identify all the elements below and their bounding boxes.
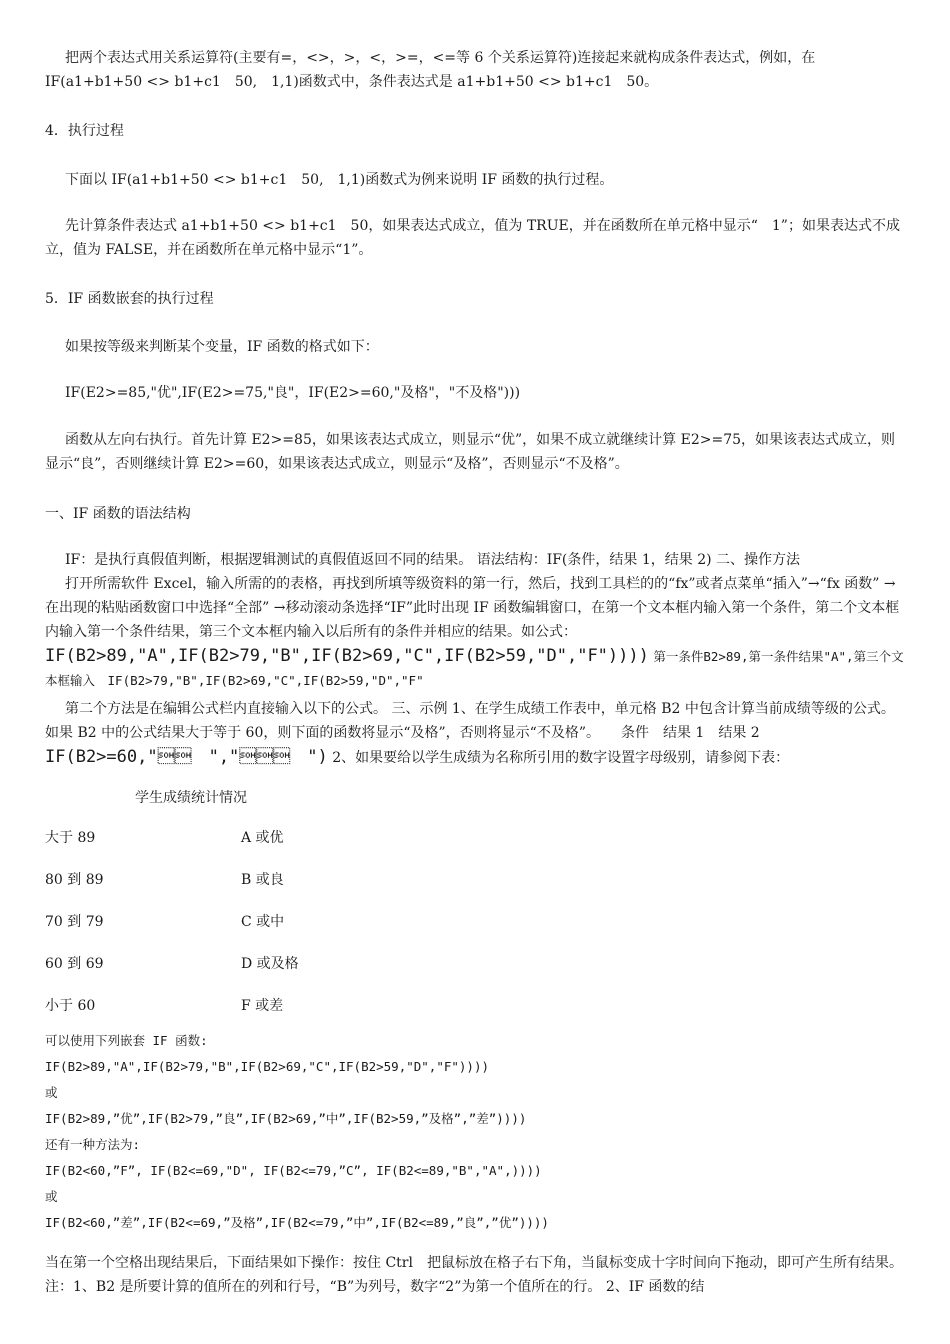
code-line: 还有一种方法为:: [45, 1137, 141, 1152]
grade-range: 大于 89: [45, 830, 96, 846]
nested-if-formula: IF(E2>=85,"优",IF(E2>=75,"良"，IF(E2>=60,"及格"，"不及格"))): [65, 385, 521, 401]
letter-grade-intro: 2、如果要给以学生成绩为名称所引用的数字设置字母级别，请参阅下表：: [332, 750, 790, 766]
grade-range: 70 到 79: [45, 914, 104, 930]
grade-letter: F 或差: [241, 998, 284, 1014]
grade-range: 60 到 69: [45, 956, 104, 972]
method-two-text: 第二个方法是在编辑公式栏内直接输入以下的公式。 三、示例 1、在学生成绩工作表中，单元格 B2 中包含计算当前成绩等级的公式。如果 B2 中的公式结果大于等于 60，则下面的函数将显示“及格”，否则将显示“不及格”。 条件 结果 1 结果 2: [45, 701, 895, 741]
section-heading-execution: 4．执行过程: [45, 123, 124, 139]
operation-text: 打开所需软件 Excel，输入所需的的表格，再找到所填等级资料的第一行，然后，找到工具栏的的“fx”或者点菜单“插入”→“fx 函数” →在出现的粘贴函数窗口中选择“全部” →移动滚动条选择“IF”此时出现 IF 函数编辑窗口，在第一个文本框内输入第一个条件，第二个文本框内输入第一个条件结果，第三个文本框内输入以后所有的条件并相应的结果。如公式：: [45, 576, 900, 640]
first-condition-note: 第一条件B2>89,第一条件结果"A",第三个文本框输入: [45, 649, 904, 688]
code-line: IF(B2>89,"A",IF(B2>79,"B",IF(B2>69,"C",IF(B2>59,"D","F")))): [45, 1059, 490, 1074]
code-line: 可以使用下列嵌套 IF 函数:: [45, 1033, 208, 1048]
method-two-paragraph: [45, 697, 907, 770]
code-line: IF(B2<60,”F”, IF(B2<=69,"D", IF(B2<=79,”C”, IF(B2<=89,"B","A",)))): [45, 1163, 542, 1178]
section-heading-syntax: 一、IF 函数的语法结构: [45, 506, 191, 522]
code-line: 或: [45, 1189, 58, 1204]
grade-table-title: 学生成绩统计情况: [135, 790, 247, 806]
grade-range: 80 到 89: [45, 872, 104, 888]
grade-letter: B 或良: [241, 872, 284, 888]
syntax-paragraph: IF：是执行真假值判断，根据逻辑测试的真假值返回不同的结果。 语法结构：IF(条件，结果 1，结果 2) 二、操作方法: [65, 552, 801, 568]
operation-paragraph: [45, 572, 907, 693]
example-paragraph: 下面以 IF(a1+b1+50 <> b1+c1 50, 1,1)函数式为例来说明 IF 函数的执行过程。: [65, 172, 614, 188]
grade-range: 小于 60: [45, 998, 96, 1014]
intro-paragraph: 把两个表达式用关系运算符(主要有=，<>，>，<，>=，<=等 6 个关系运算符)连接起来就构成条件表达式，例如，在 IF(a1+b1+50 <> b1+c1 50, 1,1)函数式中，条件表达式是 a1+b1+50 <> b1+c1 50。: [45, 50, 816, 90]
grade-letter: A 或优: [241, 830, 284, 846]
code-line: IF(B2<60,”差”,IF(B2<=69,”及格”,IF(B2<=79,”中”,IF(B2<=89,”良”,”优”)))): [45, 1215, 549, 1230]
grade-letter: C 或中: [241, 914, 285, 930]
code-line: 或: [45, 1085, 58, 1100]
code-line: IF(B2>89,”优”,IF(B2>79,”良”,IF(B2>69,”中”,IF(B2>59,”及格”,”差”)))): [45, 1111, 527, 1126]
grading-intro: 如果按等级来判断某个变量，IF 函数的格式如下：: [65, 339, 379, 355]
execution-order-paragraph: 函数从左向右执行。首先计算 E2>=85，如果该表达式成立，则显示“优”，如果不成立就继续计算 E2>=75，如果该表达式成立，则显示“良”，否则继续计算 E2>=60，如果该表达式成立，则显示“及格”，否则显示“不及格”。: [45, 432, 896, 472]
formula-example: IF(B2>89,"A",IF(B2>79,"B",IF(B2>69,"C",IF(B2>59,"D","F")))): [45, 646, 649, 666]
third-textbox-formula: IF(B2>79,"B",IF(B2>69,"C",IF(B2>59,"D","F": [107, 673, 424, 688]
fill-down-paragraph: 当在第一个空格出现结果后，下面结果如下操作：按住 Ctrl 把鼠标放在格子右下角，当鼠标变成十字时间向下拖动，即可产生所有结果。 注：1、B2 是所要计算的值所在的列和行号，“B”为列号，数字“2”为第一个值所在的行。 2、IF 函数的结: [45, 1255, 903, 1295]
formula-code-block: [45, 1028, 907, 1236]
section-heading-nesting: 5．IF 函数嵌套的执行过程: [45, 291, 214, 307]
pass-fail-formula: IF(B2>=60," "," "): [45, 747, 328, 767]
evaluation-paragraph: 先计算条件表达式 a1+b1+50 <> b1+c1 50，如果表达式成立，值为 TRUE，并在函数所在单元格中显示“ 1”；如果表达式不成立，值为 FALSE，并在函数所在单元格中显示“1”。: [45, 218, 900, 258]
grade-letter: D 或及格: [241, 956, 299, 972]
